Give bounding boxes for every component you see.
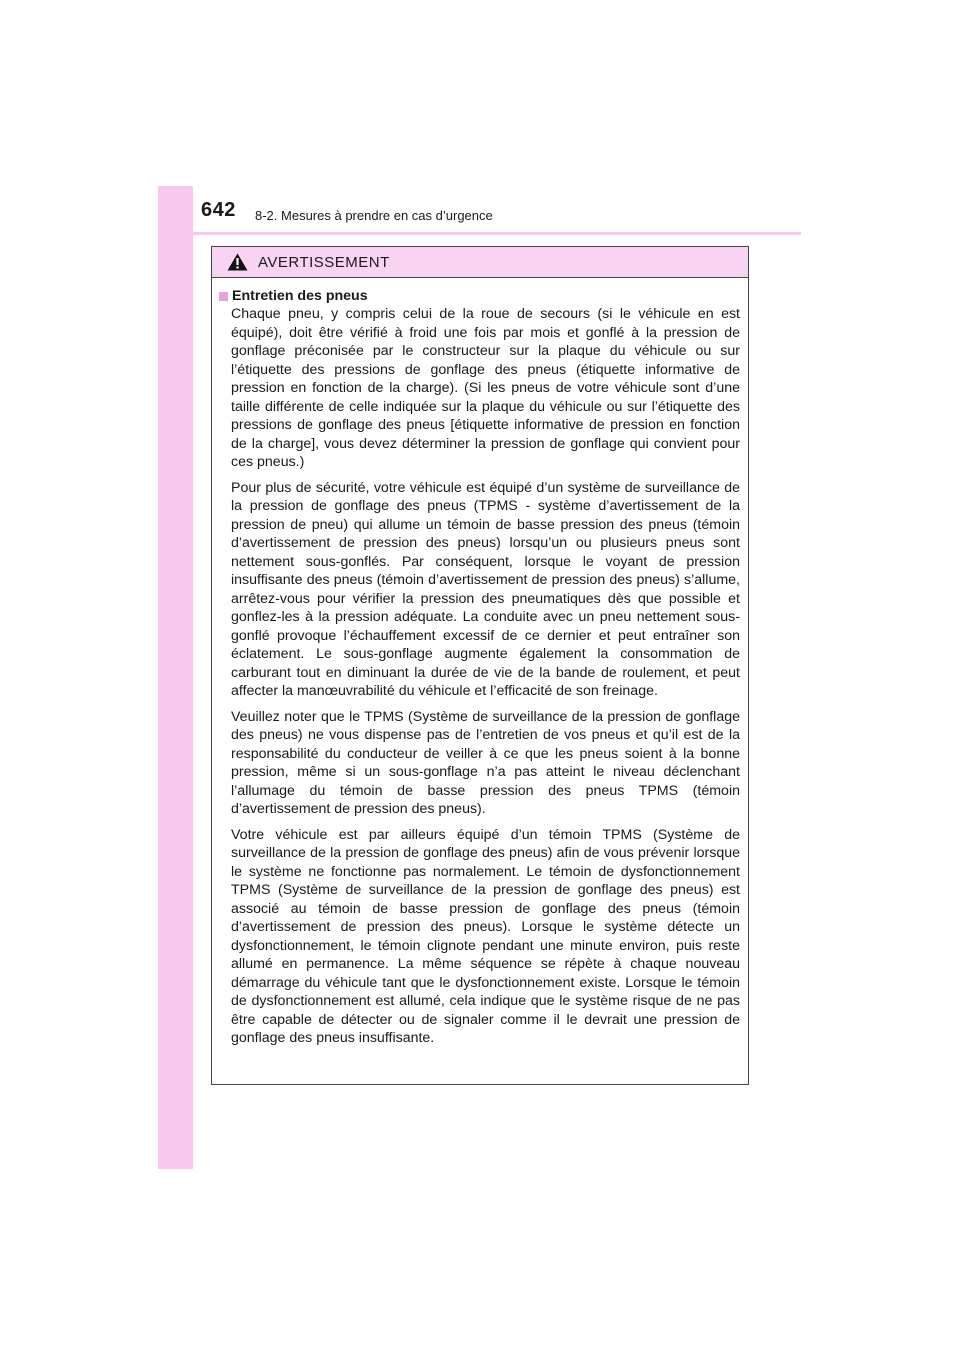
paragraph: Votre véhicule est par ailleurs équipé d’un témoin TPMS (Système de surveillance de la pression de gonflage des pneus) afin de vous prévenir lorsque le système ne fonctionne pas normalement. Le témoin de dysfonctionnement TPMS (Système de surveillance de la pression de gonflage des pneus) est associé au témoin de basse pression de gonflage des pneus (témoin d’avertissement de pression des pneus). Lorsque le système détecte un dysfonctionnement, le témoin clignote pendant une minute environ, puis reste allumé en permanence. La même séquence se répète à chaque nouveau démarrage du véhicule tant que le dysfonctionnement existe. Lorsque le témoin de dysfonctionnement est allumé, cela indique que le système risque de ne pas être capable de détecter ou de signaler comme il le devrait une pression de gonflage des pneus insuffisante. [231,826,740,1046]
warning-header [212,247,748,278]
warning-triangle-icon [227,253,248,271]
topic-heading [219,288,740,304]
paragraph: Veuillez noter que le TPMS (Système de surveillance de la pression de gonflage des pneus) ne vous dispense pas de l’entretien de vos pneus et qu’il est de la responsabilité du conducteur de veiller à ce que les pneus soient à la bonne pression, même si un sous-gonflage n’a pas atteint le niveau déclenchant l’allumage du témoin de basse pression des pneus TPMS (témoin d’avertissement de pression des pneus). [231,708,740,817]
warning-box [211,246,749,1085]
paragraph: Pour plus de sécurité, votre véhicule est équipé d’un système de surveillance de la pression de gonflage des pneus (TPMS - système d’avertissement de la pression de pneu) qui allume un témoin de basse pression des pneus (témoin d’avertissement de pression des pneus) lorsqu’un ou plusieurs pneus sont nettement sous-gonflés. Par conséquent, lorsque le voyant de pression insuffisante des pneus (témoin d’avertissement de pression des pneus) s’allume, arrêtez-vous pour vérifier la pression des pneumatiques dès que possible et gonflez-les à la pression adéquate. La conduite avec un pneu nettement sous-gonflé provoque l’échauffement excessif de ce dernier et peut entraîner son éclatement. Le sous-gonflage augmente également la consommation de carburant tout en diminuant la durée de vie de la bande de roulement, et peut affecter la manœuvrabilité du véhicule et l’efficacité de son freinage. [231,479,740,699]
topic-title: Entretien des pneus [232,288,368,304]
paragraph: Chaque pneu, y compris celui de la roue de secours (si le véhicule en est équipé), doit être vérifié à froid une fois par mois et gonflé à la pression de gonflage préconisée par le constructeur sur la plaque du véhicule ou sur l’étiquette des pressions de gonflage des pneus (étiquette informative de pression en fonction de la charge). (Si les pneus de votre véhicule sont d’une taille différente de celle indiquée sur la plaque du véhicule ou sur l’étiquette des pressions de gonflage des pneus [étiquette informative de pression en fonction de la charge], vous devez déterminer la pression de gonflage qui convient pour ces pneus.) [231,306,740,470]
page-number: 642 [201,199,236,221]
side-color-band [158,186,193,1169]
square-bullet-icon [219,292,228,301]
warning-title: AVERTISSEMENT [258,253,390,271]
warning-body [212,278,748,1048]
section-title: 8-2. Mesures à prendre en cas d’urgence [255,208,493,223]
header-rule [193,232,801,235]
